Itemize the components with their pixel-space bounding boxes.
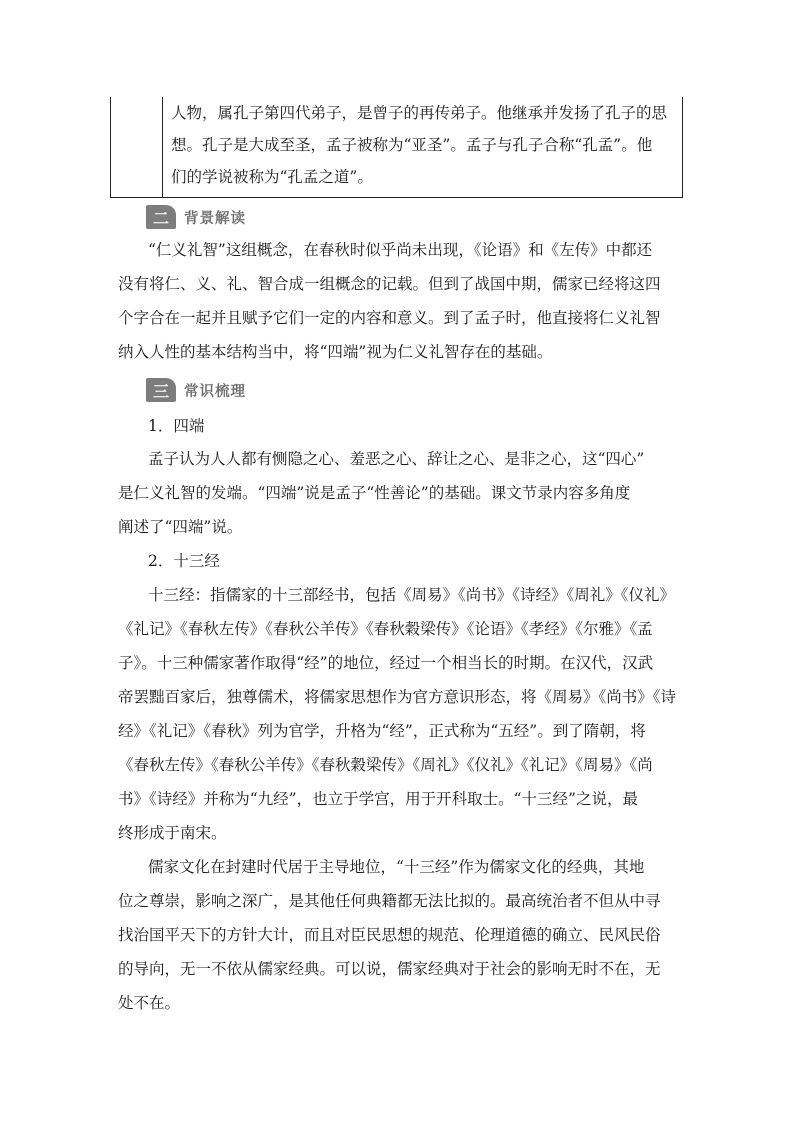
- table-left-column: [111, 97, 163, 197]
- section-header-background: [146, 204, 246, 230]
- paragraph-line: 的导向，无一不依从儒家经典。可以说，儒家经典对于社会的影响无时不在，无: [118, 960, 661, 978]
- item-heading-shisanjing: 2．十三经: [148, 552, 220, 570]
- paragraph-line: 书》《诗经》并称为“九经”，也立于学宫，用于开科取士。“十三经”之说，最: [118, 790, 638, 808]
- section-header-knowledge: [146, 377, 246, 403]
- paragraph-line: 是仁义礼智的发端。“四端”说是孟子“性善论”的基础。课文节录内容多角度: [118, 484, 631, 502]
- paragraph-line: 《春秋左传》《春秋公羊传》《春秋穀梁传》《周礼》《仪礼》《礼记》《周易》《尚: [118, 756, 653, 774]
- table-line: 想。孔子是大成至圣，孟子被称为“亚圣”。孟子与孔子合称“孔孟”。他: [171, 136, 653, 154]
- paragraph-line: 十三经：指儒家的十三部经书，包括《周易》《尚书》《诗经》《周礼》《仪礼》: [148, 586, 676, 604]
- sidan-paragraph: [118, 442, 688, 544]
- paragraph-line: 子》。十三种儒家著作取得“经”的地位，经过一个相当长的时期。在汉代，汉武: [118, 654, 654, 672]
- paragraph-line: 经》《礼记》《春秋》列为官学，升格为“经”，正式称为“五经”。到了隋朝，将: [118, 722, 646, 740]
- intro-table: [110, 97, 683, 198]
- item-heading-sidan: 1．四端: [148, 417, 205, 435]
- paragraph-line: 帝罢黜百家后，独尊儒术，将儒家思想作为官方意识形态，将《周易》《尚书》《诗: [118, 688, 677, 706]
- section-title: 背景解读: [184, 210, 246, 227]
- table-text-cell: [171, 97, 674, 193]
- section-title: 常识梳理: [184, 383, 246, 400]
- section-number-badge: 三: [146, 378, 176, 402]
- paragraph-line: 孟子认为人人都有恻隐之心、羞恶之心、辞让之心、是非之心，这“四心”: [148, 450, 645, 468]
- shisanjing-paragraph-2: [118, 850, 688, 1020]
- paragraph-line: 纳入人性的基本结构当中，将“四端”视为仁义礼智存在的基础。: [118, 343, 553, 361]
- paragraph-line: 《礼记》《春秋左传》《春秋公羊传》《春秋穀梁传》《论语》《孝经》《尔雅》《孟: [118, 620, 653, 638]
- paragraph-line: 终形成于南宋。: [118, 824, 227, 842]
- shisanjing-paragraph-1: [118, 578, 688, 850]
- paragraph-line: 没有将仁、义、礼、智合成一组概念的记载。但到了战国中期，儒家已经将这四: [118, 275, 661, 293]
- paragraph-line: 处不在。: [118, 994, 181, 1012]
- table-line: 人物，属孔子第四代弟子，是曾子的再传弟子。他继承并发扬了孔子的思: [171, 104, 668, 122]
- paragraph-line: “仁义礼智”这组概念，在春秋时似乎尚未出现，《论语》和《左传》中都还: [148, 241, 653, 259]
- paragraph-line: 阐述了“四端”说。: [118, 518, 243, 536]
- background-paragraph: [118, 233, 688, 369]
- table-line: 们的学说被称为“孔孟之道”。: [171, 168, 373, 186]
- section-number-badge: 二: [146, 205, 176, 229]
- paragraph-line: 儒家文化在封建时代居于主导地位，“十三经”作为儒家文化的经典，其地: [148, 858, 645, 876]
- paragraph-line: 个字合在一起并且赋予它们一定的内容和意义。到了孟子时，他直接将仁义礼智: [118, 309, 661, 327]
- paragraph-line: 位之尊崇，影响之深广，是其他任何典籍都无法比拟的。最高统治者不但从中寻: [118, 892, 661, 910]
- paragraph-line: 找治国平天下的方针大计，而且对臣民思想的规范、伦理道德的确立、民风民俗: [118, 926, 661, 944]
